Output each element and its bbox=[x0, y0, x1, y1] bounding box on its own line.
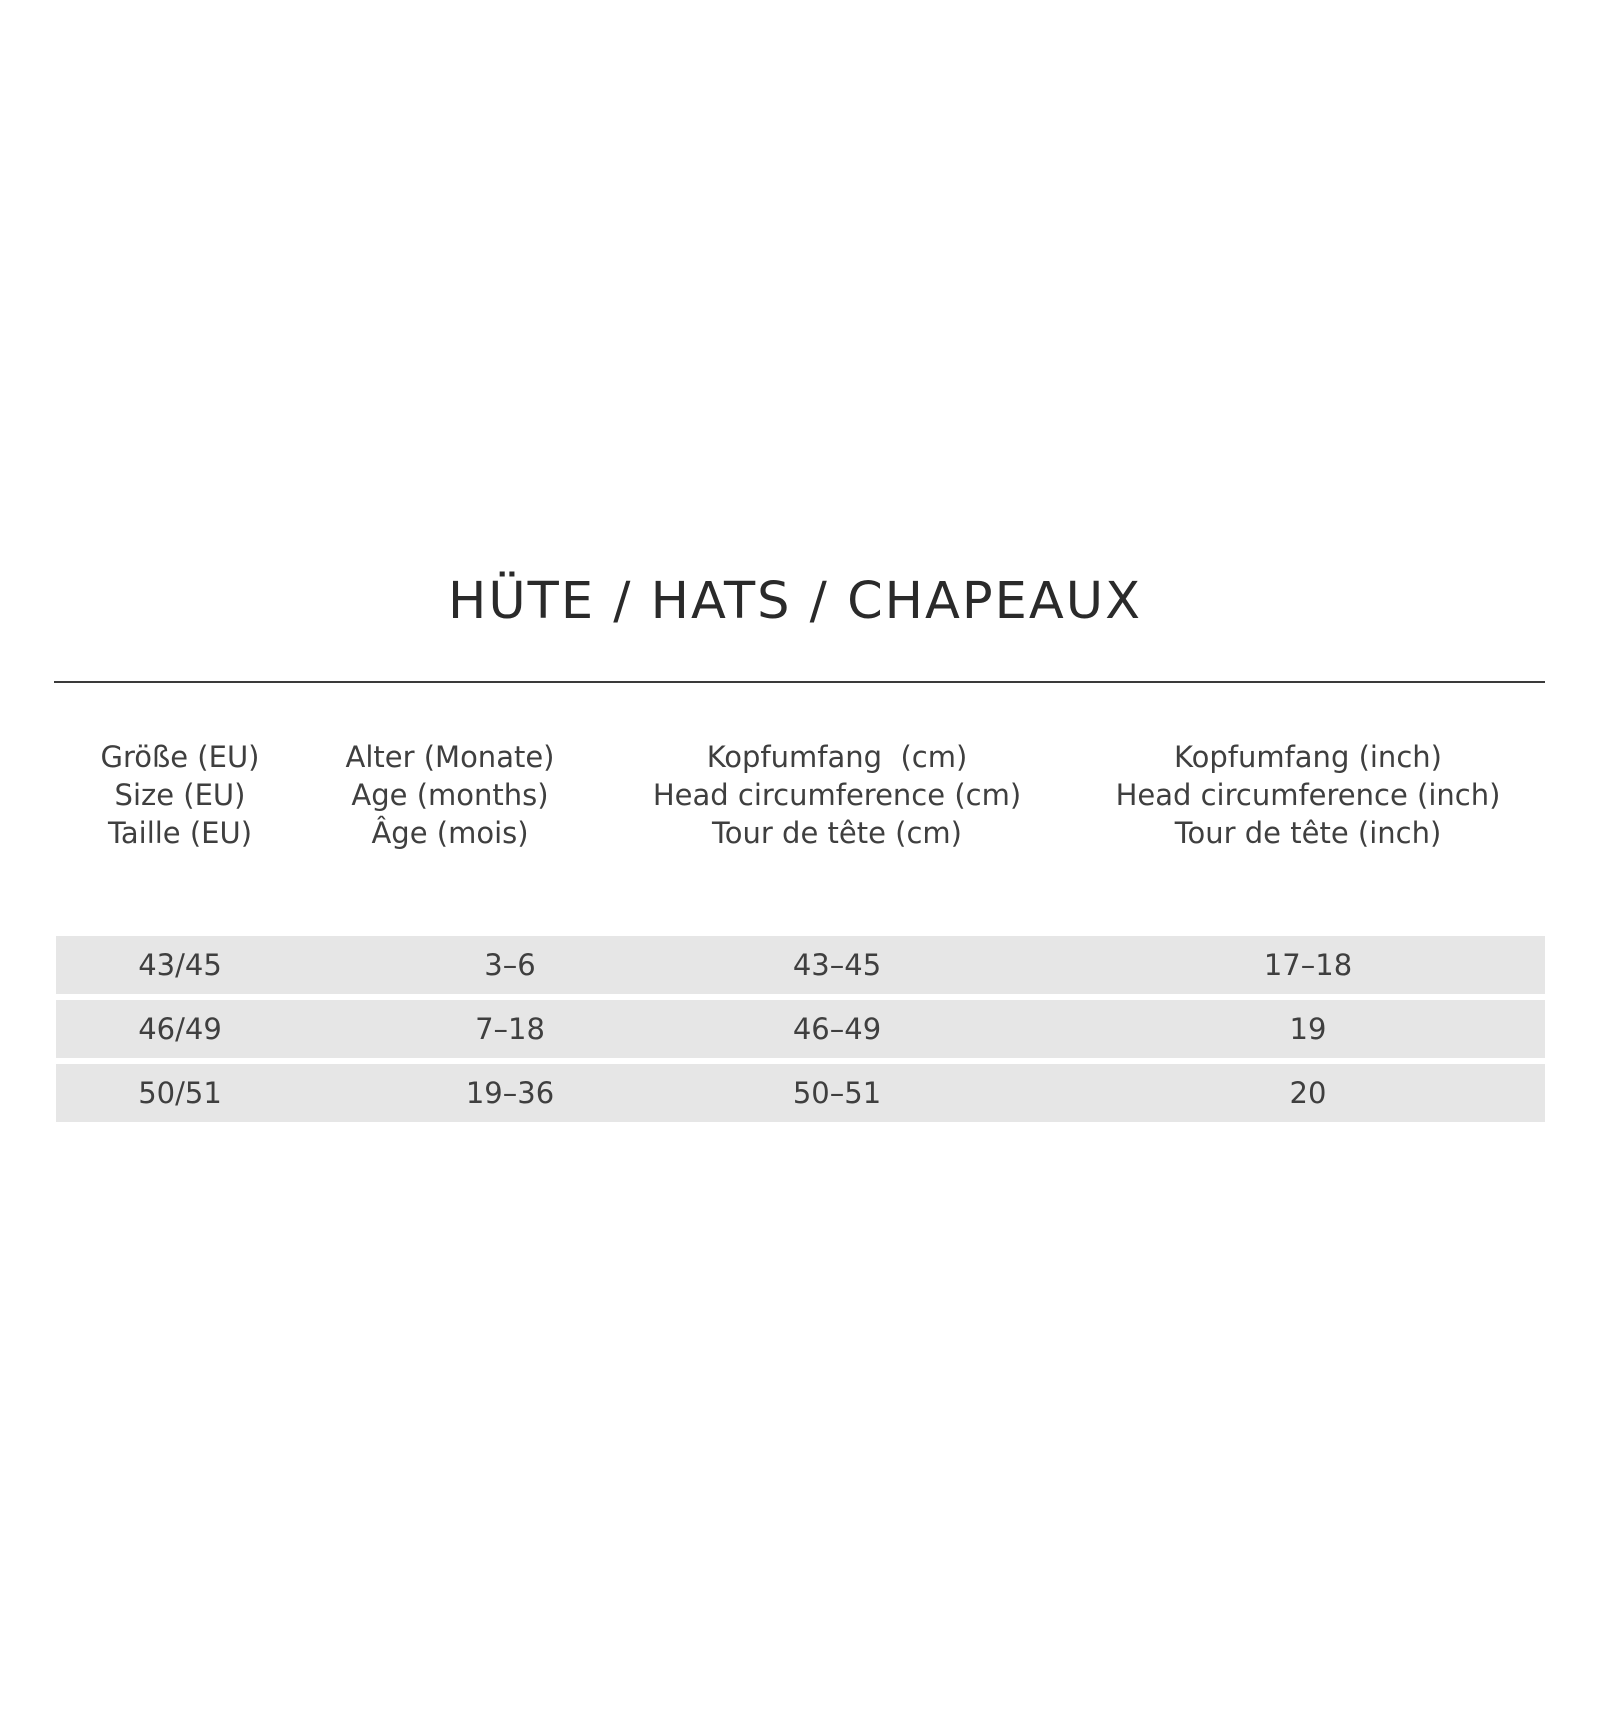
cell-size: 50/51 bbox=[138, 1076, 222, 1110]
cell-head-inch: 20 bbox=[1289, 1076, 1327, 1110]
cell-age: 7–18 bbox=[475, 1012, 545, 1046]
header-line: Age (months) bbox=[351, 778, 549, 812]
cell-head-inch: 19 bbox=[1289, 1012, 1327, 1046]
cell-size: 46/49 bbox=[138, 1012, 222, 1046]
table-row bbox=[56, 936, 1545, 994]
header-line: Size (EU) bbox=[114, 778, 246, 812]
column-header-head-cm bbox=[634, 738, 1040, 852]
table-row bbox=[56, 1064, 1545, 1122]
cell-head-cm: 46–49 bbox=[792, 1012, 882, 1046]
cell-head-inch: 17–18 bbox=[1263, 948, 1353, 982]
header-line: Head circumference (inch) bbox=[1115, 778, 1501, 812]
column-header-size bbox=[54, 738, 306, 852]
header-line: Âge (mois) bbox=[371, 816, 529, 850]
header-line: Taille (EU) bbox=[107, 816, 253, 850]
page-title: HÜTE / HATS / CHAPEAUX bbox=[448, 572, 1143, 631]
title-divider bbox=[54, 681, 1545, 683]
header-line: Alter (Monate) bbox=[345, 740, 555, 774]
cell-age: 3–6 bbox=[484, 948, 536, 982]
cell-age: 19–36 bbox=[465, 1076, 555, 1110]
cell-size: 43/45 bbox=[138, 948, 222, 982]
table-row bbox=[56, 1000, 1545, 1058]
column-header-age bbox=[316, 738, 584, 852]
cell-head-cm: 43–45 bbox=[792, 948, 882, 982]
header-line: Kopfumfang (cm) bbox=[706, 740, 968, 774]
header-line: Tour de tête (cm) bbox=[712, 816, 962, 850]
column-header-head-inch bbox=[1090, 738, 1526, 852]
header-line: Größe (EU) bbox=[100, 740, 260, 774]
header-line: Head circumference (cm) bbox=[652, 778, 1022, 812]
cell-head-cm: 50–51 bbox=[792, 1076, 882, 1110]
header-line: Kopfumfang (inch) bbox=[1174, 740, 1442, 774]
header-line: Tour de tête (inch) bbox=[1174, 816, 1442, 850]
